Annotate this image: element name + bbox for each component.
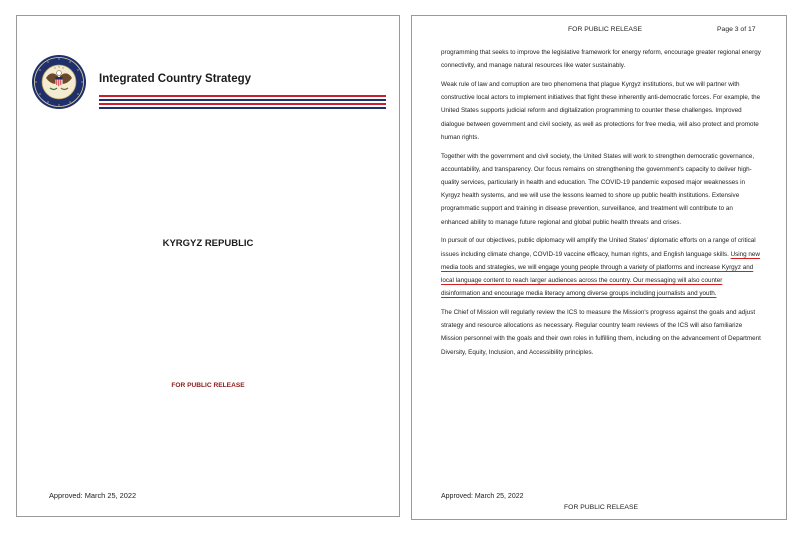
highlighted-media-passage: Using new media tools and strategies, we will engage young people through a variety of platforms and increase Kyrgyz and local language content to reach larger audiences across the country. Our messaging will also counter disinformation and encourage media literacy among diverse groups including journalists and youth. [441, 250, 760, 298]
document-title: Integrated Country Strategy [99, 73, 252, 85]
document-page-3 [411, 15, 787, 520]
department-of-state-seal-icon [31, 54, 87, 110]
rule-stripe-navy [99, 107, 386, 109]
approval-date: Approved: March 25, 2022 [441, 493, 524, 500]
page-body [441, 46, 761, 364]
rule-stripe-red [99, 103, 386, 105]
rule-stripe-red [99, 95, 386, 97]
footer-release-label: FOR PUBLIC RELEASE [564, 504, 639, 511]
page-number: Page 3 of 17 [717, 26, 756, 33]
document-page-cover [16, 15, 400, 517]
paragraph-chief-of-mission: The Chief of Mission will regularly review the ICS to measure the Mission's progress against the goals and adjust strategy and resource allocations as necessary. Regular country team reviews of the ICS will also familiarize Mission personnel with the goals and their own roles in fulfilling them, including on the advancement of Department Diversity, Equity, Inclusion, and Accessibility principles. [441, 309, 761, 356]
public-release-label: FOR PUBLIC RELEASE [171, 382, 245, 389]
paragraph-public-diplomacy-text: In pursuit of our objectives, public diplomacy will amplify the United States' diplomatic efforts on a range of critical issues including climate change, COVID-19 vaccine efficacy, human rights, and English language skills. [441, 237, 756, 258]
rule-stripe-navy [99, 99, 386, 101]
country-name: KYRGYZ REPUBLIC [162, 238, 254, 249]
paragraph-energy: programming that seeks to improve the legislative framework for energy reform, encourage greater regional energy connectivity, and manage natural resources like water sustainably. [441, 49, 761, 70]
paragraph-governance: Together with the government and civil society, the United States will work to strengthen democratic governance, accountability, and transparency. Our focus remains on strengthening the government's capacity to deliver high-quality services, particularly in health and education. The COVID-19 pandemic exposed major weaknesses in Kyrgyz health systems, and we will use the lessons learned to shore up public health institutions. Extensive programmatic support and training in disease prevention, surveillance, and treatment will contribute to an enhanced ability to manage future regional and global public health threats and crises. [441, 152, 755, 226]
title-rule [99, 95, 386, 111]
paragraph-rule-of-law: Weak rule of law and corruption are two phenomena that plague Kyrgyz institutions, but we will partner with constructive local actors to implement initiatives that fight these inherently anti-democratic forces. For example, the United States supports judicial reform and digitalization programming to counter these challenges. Improved dialogue between government and civil society, as well as protections for free media, will also protect and promote human rights. [441, 81, 761, 141]
approval-date: Approved: March 25, 2022 [49, 491, 137, 500]
header-release-label: FOR PUBLIC RELEASE [568, 26, 643, 33]
paragraph-public-diplomacy [441, 234, 761, 300]
